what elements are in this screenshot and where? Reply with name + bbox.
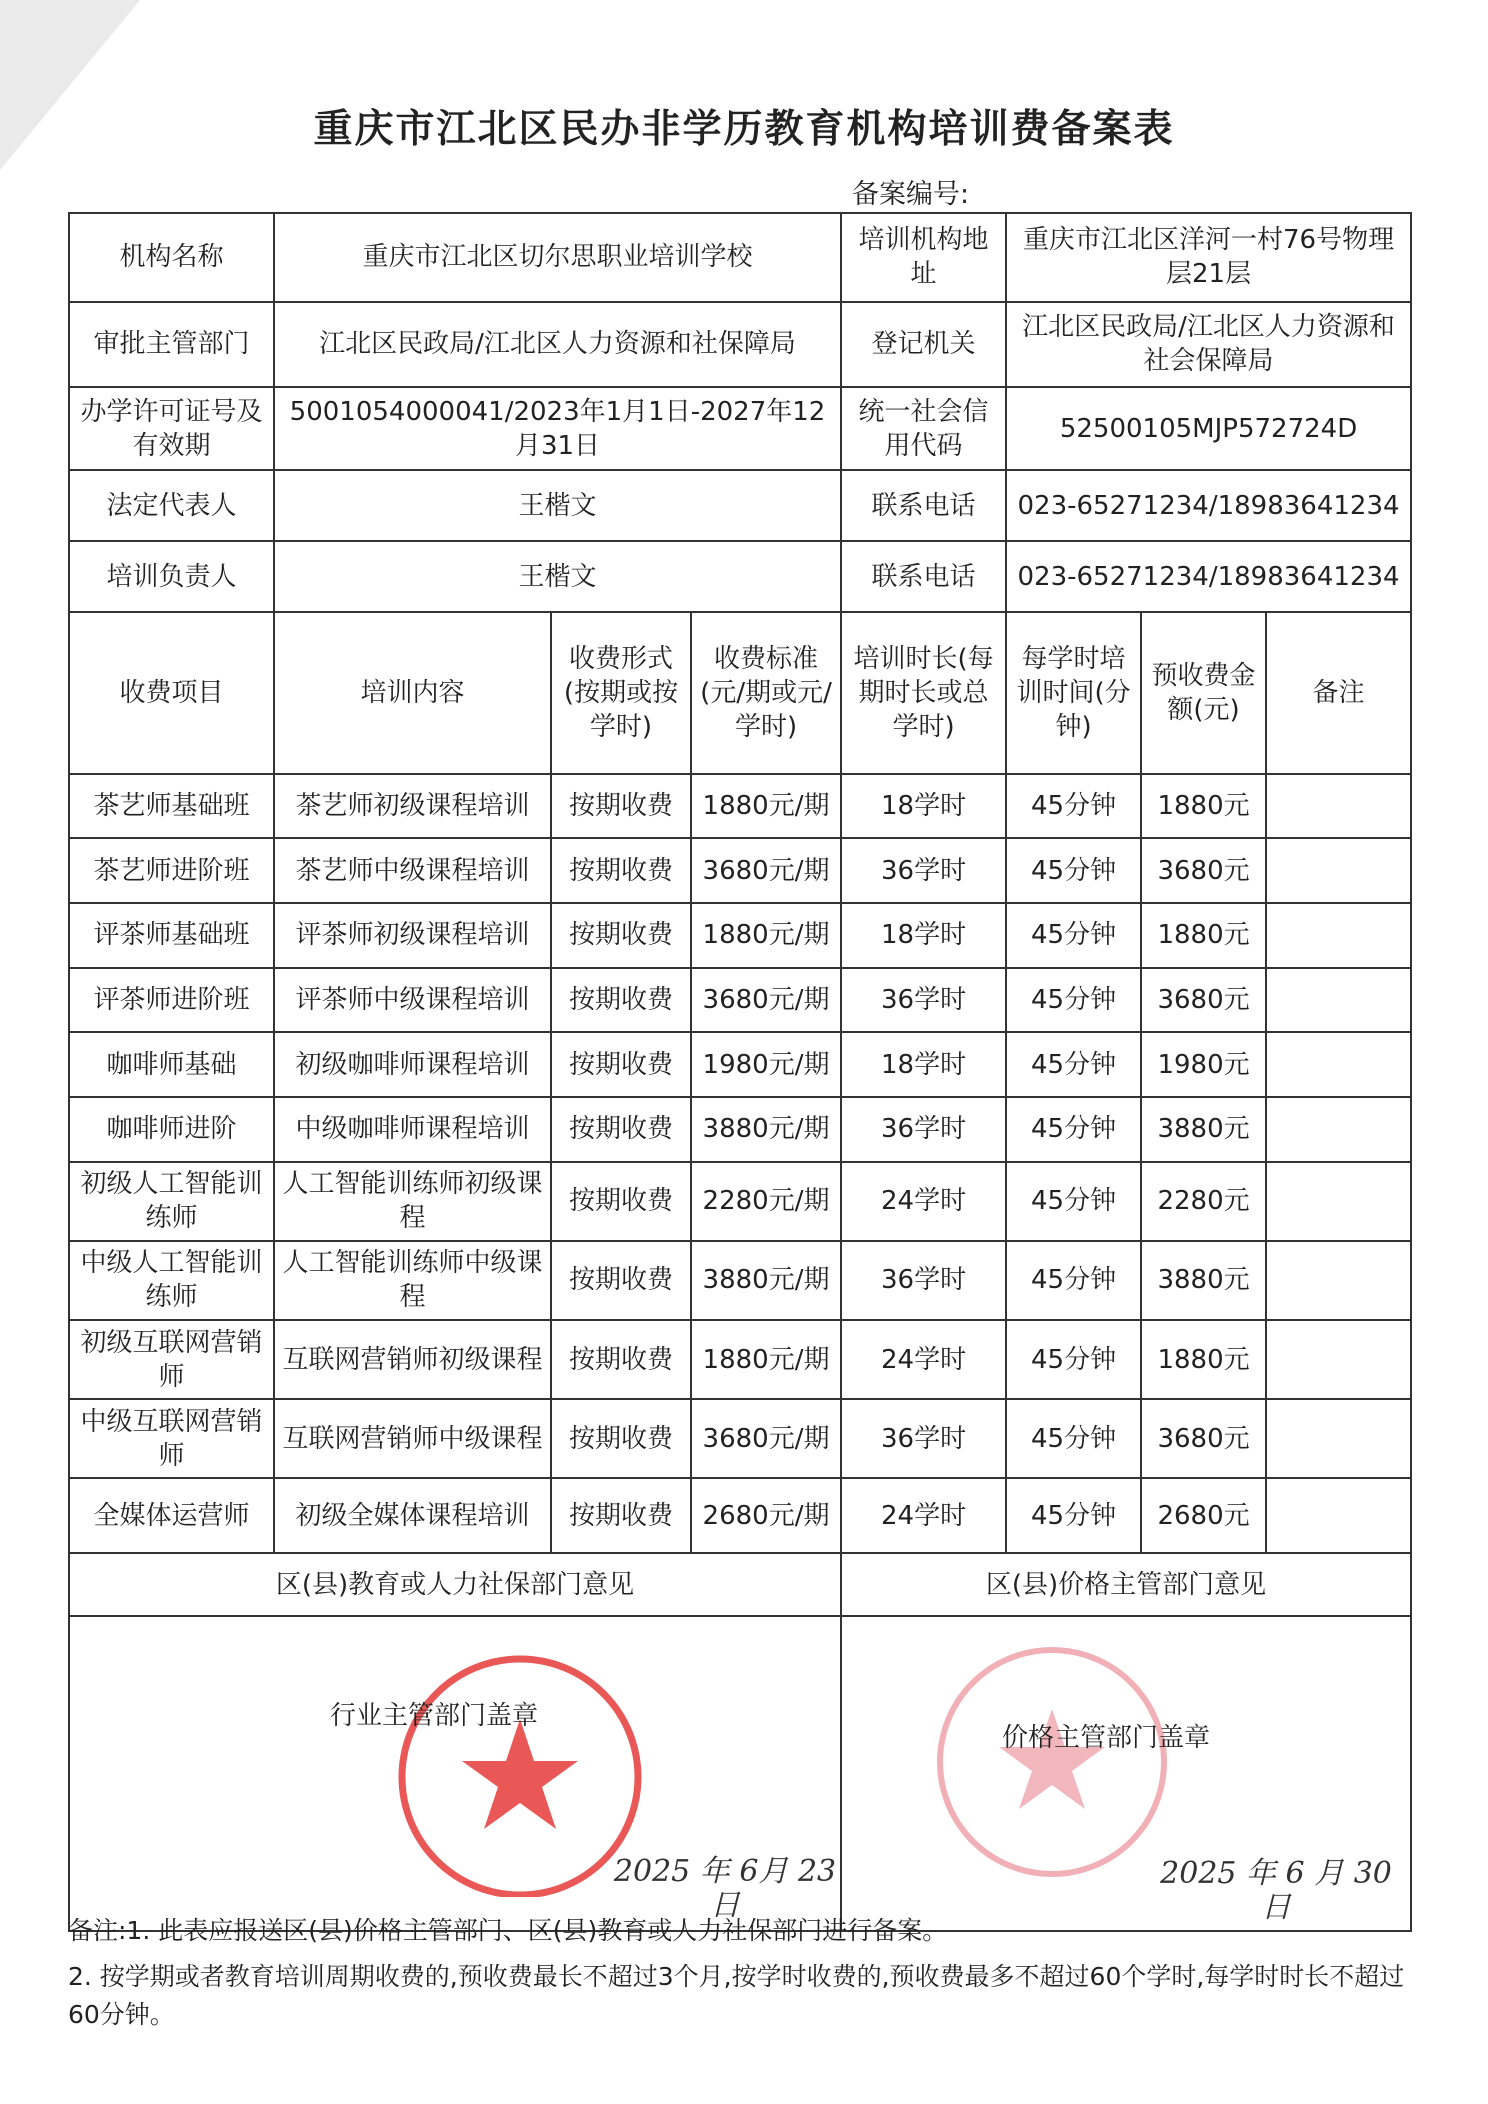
fee-header-row (69, 612, 1411, 774)
fee-item: 咖啡师进阶 (69, 1097, 274, 1162)
fee-content: 初级全媒体课程培训 (274, 1478, 551, 1553)
credit-code-label: 统一社会信用代码 (841, 387, 1006, 470)
fee-item: 咖啡师基础 (69, 1032, 274, 1097)
opinion-title-row (69, 1553, 1411, 1616)
fee-standard: 3680元/期 (691, 968, 841, 1033)
fee-mode: 按期收费 (551, 1320, 691, 1399)
fee-header-mode: 收费形式(按期或按学时) (551, 612, 691, 774)
footnotes (68, 1912, 1408, 2042)
row-legal-rep (69, 470, 1411, 541)
legal-rep-value: 王楷文 (274, 470, 841, 541)
registration-value: 江北区民政局/江北区人力资源和社会保障局 (1006, 302, 1411, 387)
fee-mode: 按期收费 (551, 838, 691, 903)
fee-row (69, 903, 1411, 968)
fee-duration: 36学时 (841, 968, 1006, 1033)
org-name-value: 重庆市江北区切尔思职业培训学校 (274, 213, 841, 302)
phone-value: 023-65271234/18983641234 (1006, 470, 1411, 541)
fee-item: 初级互联网营销师 (69, 1320, 274, 1399)
fee-duration: 18学时 (841, 1032, 1006, 1097)
fee-minutes: 45分钟 (1006, 903, 1141, 968)
fee-row (69, 774, 1411, 839)
fee-content: 中级咖啡师课程培训 (274, 1097, 551, 1162)
phone2-value: 023-65271234/18983641234 (1006, 541, 1411, 612)
form-title: 重庆市江北区民办非学历教育机构培训费备案表 (313, 107, 1175, 152)
footnote-2: 2. 按学期或者教育培训周期收费的,预收费最长不超过3个月,按学时收费的,预收费最多不超过60个学时,每学时时长不超过60分钟。 (68, 1962, 1405, 2029)
fee-mode: 按期收费 (551, 1478, 691, 1553)
fee-content: 初级咖啡师课程培训 (274, 1032, 551, 1097)
address-label: 培训机构地址 (841, 213, 1006, 302)
fee-prepay: 2680元 (1141, 1478, 1266, 1553)
fee-prepay: 1980元 (1141, 1032, 1266, 1097)
filing-form (68, 212, 1410, 1932)
price-bureau-seal (922, 1637, 1182, 1887)
fee-standard: 3880元/期 (691, 1097, 841, 1162)
price-department-seal-label: 价格主管部门盖章 (1002, 1723, 1211, 1754)
industry-department-seal-label: 行业主管部门盖章 (330, 1701, 539, 1732)
fee-standard: 3680元/期 (691, 1399, 841, 1478)
fee-prepay: 1880元 (1141, 774, 1266, 839)
supervisor-value: 江北区民政局/江北区人力资源和社保障局 (274, 302, 841, 387)
fee-standard: 1980元/期 (691, 1032, 841, 1097)
fee-header-item: 收费项目 (69, 612, 274, 774)
fee-header-prepay: 预收费金额(元) (1141, 612, 1266, 774)
fee-minutes: 45分钟 (1006, 1399, 1141, 1478)
fee-standard: 2680元/期 (691, 1478, 841, 1553)
registration-label: 登记机关 (841, 302, 1006, 387)
fee-prepay: 2280元 (1141, 1162, 1266, 1241)
education-sign-cell (69, 1616, 841, 1931)
fee-header-duration: 培训时长(每期时长或总学时) (841, 612, 1006, 774)
fee-content: 评茶师初级课程培训 (274, 903, 551, 968)
trainer-label: 培训负责人 (69, 541, 274, 612)
org-name-label: 机构名称 (69, 213, 274, 302)
opinion-sign-row (69, 1616, 1411, 1931)
fee-prepay: 3680元 (1141, 968, 1266, 1033)
fee-mode: 按期收费 (551, 903, 691, 968)
fee-prepay: 3880元 (1141, 1241, 1266, 1320)
fee-duration: 18学时 (841, 774, 1006, 839)
fee-mode: 按期收费 (551, 968, 691, 1033)
education-opinion-title: 区(县)教育或人力社保部门意见 (69, 1553, 841, 1616)
fee-content: 互联网营销师初级课程 (274, 1320, 551, 1399)
price-approval-date: 2025 年 6 月 30 日 (1160, 1856, 1392, 1926)
fee-minutes: 45分钟 (1006, 1097, 1141, 1162)
fee-prepay: 3680元 (1141, 838, 1266, 903)
fee-header-remark: 备注 (1266, 612, 1411, 774)
fee-mode: 按期收费 (551, 1399, 691, 1478)
fee-item: 茶艺师进阶班 (69, 838, 274, 903)
fee-content: 人工智能训练师初级课程 (274, 1162, 551, 1241)
fee-remark (1266, 838, 1411, 903)
fee-remark (1266, 903, 1411, 968)
supervisor-label: 审批主管部门 (69, 302, 274, 387)
fee-minutes: 45分钟 (1006, 838, 1141, 903)
fee-standard: 1880元/期 (691, 1320, 841, 1399)
fee-row (69, 1478, 1411, 1553)
fee-prepay: 1880元 (1141, 1320, 1266, 1399)
fee-minutes: 45分钟 (1006, 1241, 1141, 1320)
fee-remark (1266, 1478, 1411, 1553)
fee-row (69, 1320, 1411, 1399)
fee-row (69, 1097, 1411, 1162)
fee-remark (1266, 774, 1411, 839)
fee-content: 评茶师中级课程培训 (274, 968, 551, 1033)
fee-remark (1266, 1399, 1411, 1478)
fee-item: 茶艺师基础班 (69, 774, 274, 839)
fee-remark (1266, 1162, 1411, 1241)
fee-header-minutes: 每学时培训时间(分钟) (1006, 612, 1141, 774)
footnote-1: 备注:1. 此表应报送区(县)价格主管部门、区(县)教育或人力社保部门进行备案。 (68, 1916, 948, 1945)
address-value: 重庆市江北区洋河一村76号物理层21层 (1006, 213, 1411, 302)
fee-remark (1266, 1032, 1411, 1097)
fee-row (69, 1162, 1411, 1241)
fee-mode: 按期收费 (551, 1097, 691, 1162)
row-trainer (69, 541, 1411, 612)
license-label: 办学许可证号及有效期 (69, 387, 274, 470)
fee-item: 全媒体运营师 (69, 1478, 274, 1553)
fee-mode: 按期收费 (551, 1241, 691, 1320)
fee-standard: 3880元/期 (691, 1241, 841, 1320)
row-license (69, 387, 1411, 470)
fee-row (69, 1241, 1411, 1320)
fee-prepay: 3680元 (1141, 1399, 1266, 1478)
fee-item: 中级人工智能训练师 (69, 1241, 274, 1320)
row-supervisor (69, 302, 1411, 387)
fee-remark (1266, 1097, 1411, 1162)
fee-content: 茶艺师初级课程培训 (274, 774, 551, 839)
fee-minutes: 45分钟 (1006, 1032, 1141, 1097)
fee-duration: 24学时 (841, 1320, 1006, 1399)
fee-content: 人工智能训练师中级课程 (274, 1241, 551, 1320)
fee-remark (1266, 1241, 1411, 1320)
price-opinion-title: 区(县)价格主管部门意见 (841, 1553, 1411, 1616)
fee-mode: 按期收费 (551, 774, 691, 839)
fee-prepay: 3880元 (1141, 1097, 1266, 1162)
phone-label: 联系电话 (841, 470, 1006, 541)
fee-row (69, 968, 1411, 1033)
fee-header-content: 培训内容 (274, 612, 551, 774)
fee-duration: 36学时 (841, 1241, 1006, 1320)
fee-standard: 2280元/期 (691, 1162, 841, 1241)
filing-number-label: 备案编号: (852, 179, 970, 210)
fee-standard: 3680元/期 (691, 838, 841, 903)
fee-minutes: 45分钟 (1006, 968, 1141, 1033)
fee-minutes: 45分钟 (1006, 774, 1141, 839)
fee-mode: 按期收费 (551, 1032, 691, 1097)
fee-prepay: 1880元 (1141, 903, 1266, 968)
fee-duration: 24学时 (841, 1162, 1006, 1241)
fee-minutes: 45分钟 (1006, 1162, 1141, 1241)
fee-mode: 按期收费 (551, 1162, 691, 1241)
fee-duration: 36学时 (841, 1097, 1006, 1162)
fee-item: 中级互联网营销师 (69, 1399, 274, 1478)
fee-minutes: 45分钟 (1006, 1320, 1141, 1399)
fee-header-standard: 收费标准(元/期或元/学时) (691, 612, 841, 774)
fee-standard: 1880元/期 (691, 903, 841, 968)
fee-duration: 18学时 (841, 903, 1006, 968)
fee-standard: 1880元/期 (691, 774, 841, 839)
fee-row (69, 1399, 1411, 1478)
credit-code-value: 52500105MJP572724D (1006, 387, 1411, 470)
fee-remark (1266, 1320, 1411, 1399)
fee-remark (1266, 968, 1411, 1033)
fee-row (69, 1032, 1411, 1097)
fee-duration: 36学时 (841, 838, 1006, 903)
fee-item: 评茶师基础班 (69, 903, 274, 968)
education-approval-date: 2025 年 6月 23日 (613, 1854, 837, 1924)
legal-rep-label: 法定代表人 (69, 470, 274, 541)
fee-duration: 24学时 (841, 1478, 1006, 1553)
license-value: 5001054000041/2023年1月1日-2027年12月31日 (274, 387, 841, 470)
fee-content: 互联网营销师中级课程 (274, 1399, 551, 1478)
fee-minutes: 45分钟 (1006, 1478, 1141, 1553)
fee-item: 初级人工智能训练师 (69, 1162, 274, 1241)
fee-duration: 36学时 (841, 1399, 1006, 1478)
fee-row (69, 838, 1411, 903)
fee-content: 茶艺师中级课程培训 (274, 838, 551, 903)
trainer-value: 王楷文 (274, 541, 841, 612)
fee-item: 评茶师进阶班 (69, 968, 274, 1033)
price-sign-cell (841, 1616, 1411, 1931)
phone2-label: 联系电话 (841, 541, 1006, 612)
row-org-name (69, 213, 1411, 302)
